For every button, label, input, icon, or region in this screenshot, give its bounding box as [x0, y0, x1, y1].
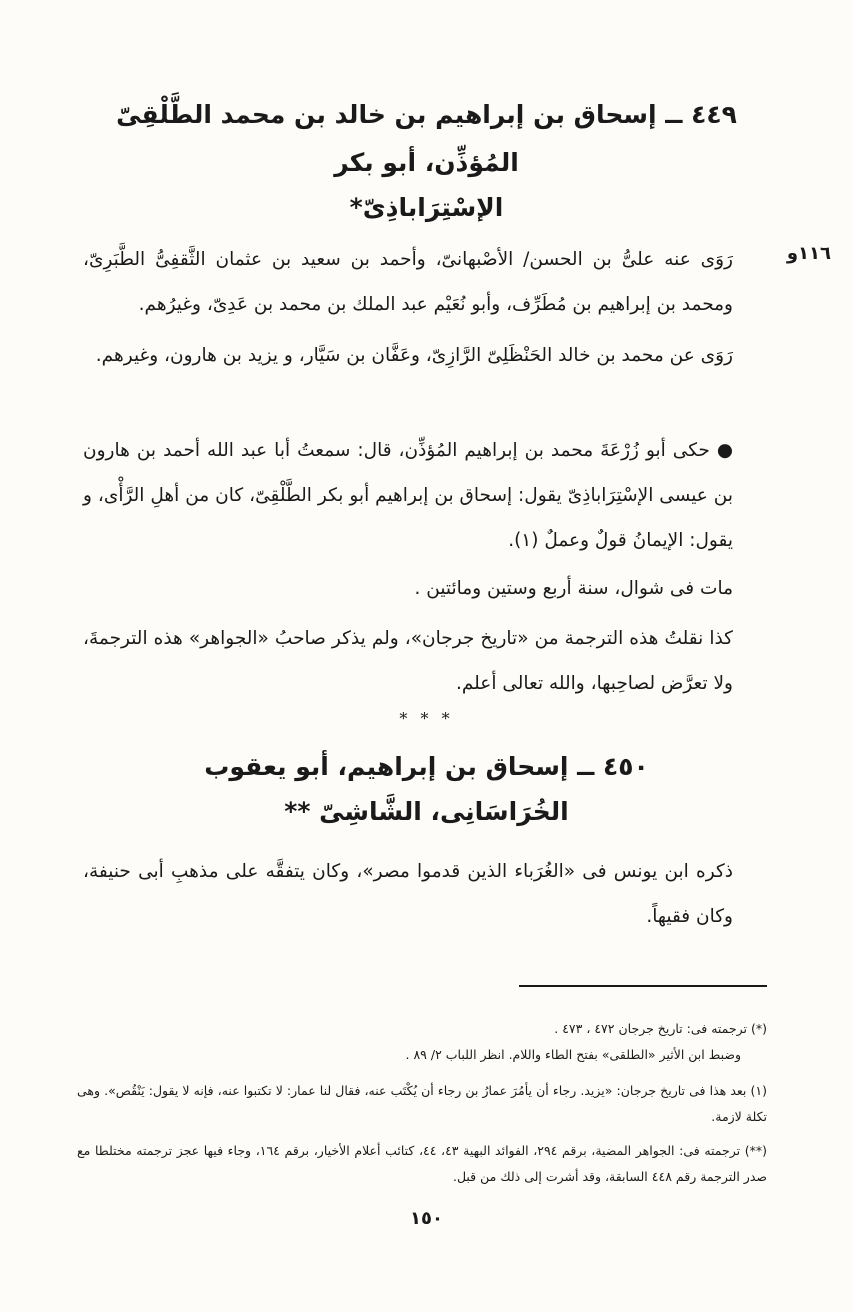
- paragraph-text: مات فى شوال، سنة أربع وستين ومائتين .: [414, 578, 733, 599]
- page-number: ١٥٠: [410, 1208, 443, 1229]
- entry-449-paragraph-narrated-to: [83, 333, 763, 378]
- footnote-1: (١) بعد هذا فى تاريخ جرجان: «يزيد. رجاء أن يأمُرَ عمارُ بن رجاء أن يُكْتَب عنه، فقال لنا عمار: لا تكتبوا عنه، فإنه لا يقول: يَنْقُص». وهى تكلة لازمة.: [77, 1083, 767, 1124]
- paragraph-text: كذا نقلتُ هذه الترجمة من «تاريخ جرجان»، ولم يذكر صاحبُ «الجواهر» هذه الترجمةَ، ولا تعرَّض لصاحِبها، والله تعالى أعلم.: [83, 628, 733, 694]
- footnote-subtext: وضبط ابن الأثير «الطلقى» بفتح الطاء واللام. انظر اللباب ٢/ ٨٩ .: [405, 1047, 741, 1062]
- footnote-divider: [519, 985, 767, 987]
- margin-folio-reference: ١١٦و: [786, 243, 831, 264]
- entry-450-title-line1: ٤٥٠ ــ إسحاق بن إبراهيم، أبو يعقوب: [204, 752, 649, 781]
- entry-449-title-line3: الإسْتِرَاباذِىّ*: [349, 193, 504, 222]
- entry-449-paragraph-narrators-from: [83, 237, 763, 327]
- paragraph-text: رَوَى عنه علىُّ بن الحسن/ الأصْبهانىّ، وأحمد بن سعيد بن عثمان الثَّقفِىُّ الطَّبَرِىّ، ومحمد بن إبراهيم بن مُطَرِّف، وأبو نُعَيْم عبد الملك بن محمد بن عَدِىّ، وغيرُهم.: [83, 249, 733, 315]
- paragraph-text: رَوَى عن محمد بن خالد الحَنْظَلِىّ الرَّازِىّ، وعَفَّان بن سَيَّار، و يزيد بن هارون، وغيرهم.: [95, 345, 733, 366]
- section-separator: * * *: [399, 709, 454, 728]
- footnote-text: (*) ترجمته فى: تاريخ جرجان ٤٧٢ ، ٤٧٣ .: [554, 1021, 767, 1036]
- footnote-star: [77, 1016, 767, 1068]
- entry-449-title-line1: ٤٤٩ ــ إسحاق بن إبراهيم بن خالد بن محمد الطَّلْقِىّ: [116, 100, 737, 129]
- entry-449-paragraph-quote: [83, 428, 763, 563]
- entry-449-paragraph-death: [83, 566, 763, 611]
- paragraph-text: ذكره ابن يونس فى «الغُرَباء الذين قدموا مصر»، وكان يتفقَّه على مذهبِ أبى حنيفة، وكان فقيهاً.: [83, 861, 733, 927]
- paragraph-text: ● حكى أبو زُرْعَةَ محمد بن إبراهيم المُؤذِّن، قال: سمعتُ أبا عبد الله أحمد بن هارون بن عيسى الإسْتِرَاباذِىّ يقول: إسحاق بن إبراهيم أبو بكر الطَّلْقِىّ، كان من أهلِ الرَّأْى، و يقول: الإيمانُ قولٌ وعملٌ (١).: [83, 440, 733, 551]
- footnote-double-star: (**) ترجمته فى: الجواهر المضية، برقم ٢٩٤، الفوائد البهية ٤٣، ٤٤، كتائب أعلام الأخيار، برقم ١٦٤، وجاء فيها عجز ترجمته مختلطا مع صدر الترجمة رقم ٤٤٨ السابقة، وقد أشرت إلى ذلك من قبل.: [77, 1143, 767, 1184]
- entry-449-title-line2: المُؤذِّن، أبو بكر: [334, 148, 519, 177]
- entry-450-title-line2: الخُرَاسَانِى، الشَّاشِىّ **: [284, 797, 569, 826]
- entry-449-paragraph-source-note: [83, 616, 763, 706]
- entry-450-paragraph: [83, 849, 763, 939]
